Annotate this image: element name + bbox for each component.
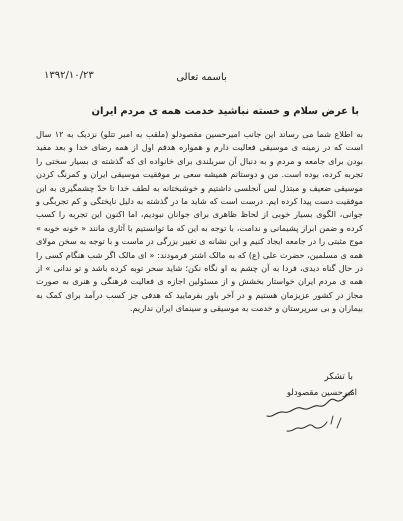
- letter-date: ۱۳۹۲/۱۰/۲۳: [44, 70, 94, 81]
- letter-closing: با تشکر: [324, 372, 353, 382]
- letter-invocation: باسمه تعالی: [176, 72, 227, 83]
- letter-signer: امیرحسین مقصودلو: [286, 388, 357, 398]
- handwritten-signature: [257, 378, 367, 438]
- letter-greeting: با عرض سلام و خسته نباشید خدمت همه ی مردم ایران: [91, 106, 359, 117]
- letter-body: به اطلاع شما می رساند این جانب امیرحسین مقصودلو (ملقب به امیر تتلو) نزدیک به ۱۲ سال است که در زمینه ی موسیقی فعالیت دارم و همواره هدفم اول از همه رضای خدا و بعد مفید بودن برای جامعه و مردم و به دنبال آن سربلندی برای خانواده ای که گذشته ی بسیار سختی را تجربه کرده، بوده است. من و دوستانم همیشه سعی بر موفقیت موسیقی ایران و کمرنگ کردن موسیقی ضعیف و مبتذل لس آنجلسی داشتیم و خوشبختانه به لطف خدا تا حدّ چشمگیری به این موفقیت دست پیدا کرده ایم. درست است که شاید ما در گذشته به دلیل ناپختگی و کم تجربگی و جوانی، الگوی بسیار خوبی از لحاظ ظاهری برای جوانان نبودیم، اما اکنون این تجربه را کسب کرده و ضمن ابراز پشیمانی و ندامت، با توجه به این که ما توانستیم با آثاری مانند « خونه خوبه » موج مثبتی را در جامعه ایجاد کنیم و این نشانه ی تغییر بزرگی در ماست و با توجه به سخن مولای همه ی مسلمین، حضرت علی (ع) که به مالک اشتر فرمودند: « ای مالک اگر شب هنگام کسی را در حال گناه دیدی، فردا به آن چشم به او نگاه نکن؛ شاید سحر توبه کرده باشد و تو ندانی » از همه ی مردم ایران خواستار بخشش و از مسئولین اجازه ی فعالیت فرهنگی و هنری به صورت مجاز در کشور عزیزمان هستیم و در آخر باور بفرمایید که هدفی جز کسب درآمد برای کمک به بیماران و بی سرپرستان و خدمت به موسیقی و سینمای ایران نداریم.: [36, 129, 364, 314]
